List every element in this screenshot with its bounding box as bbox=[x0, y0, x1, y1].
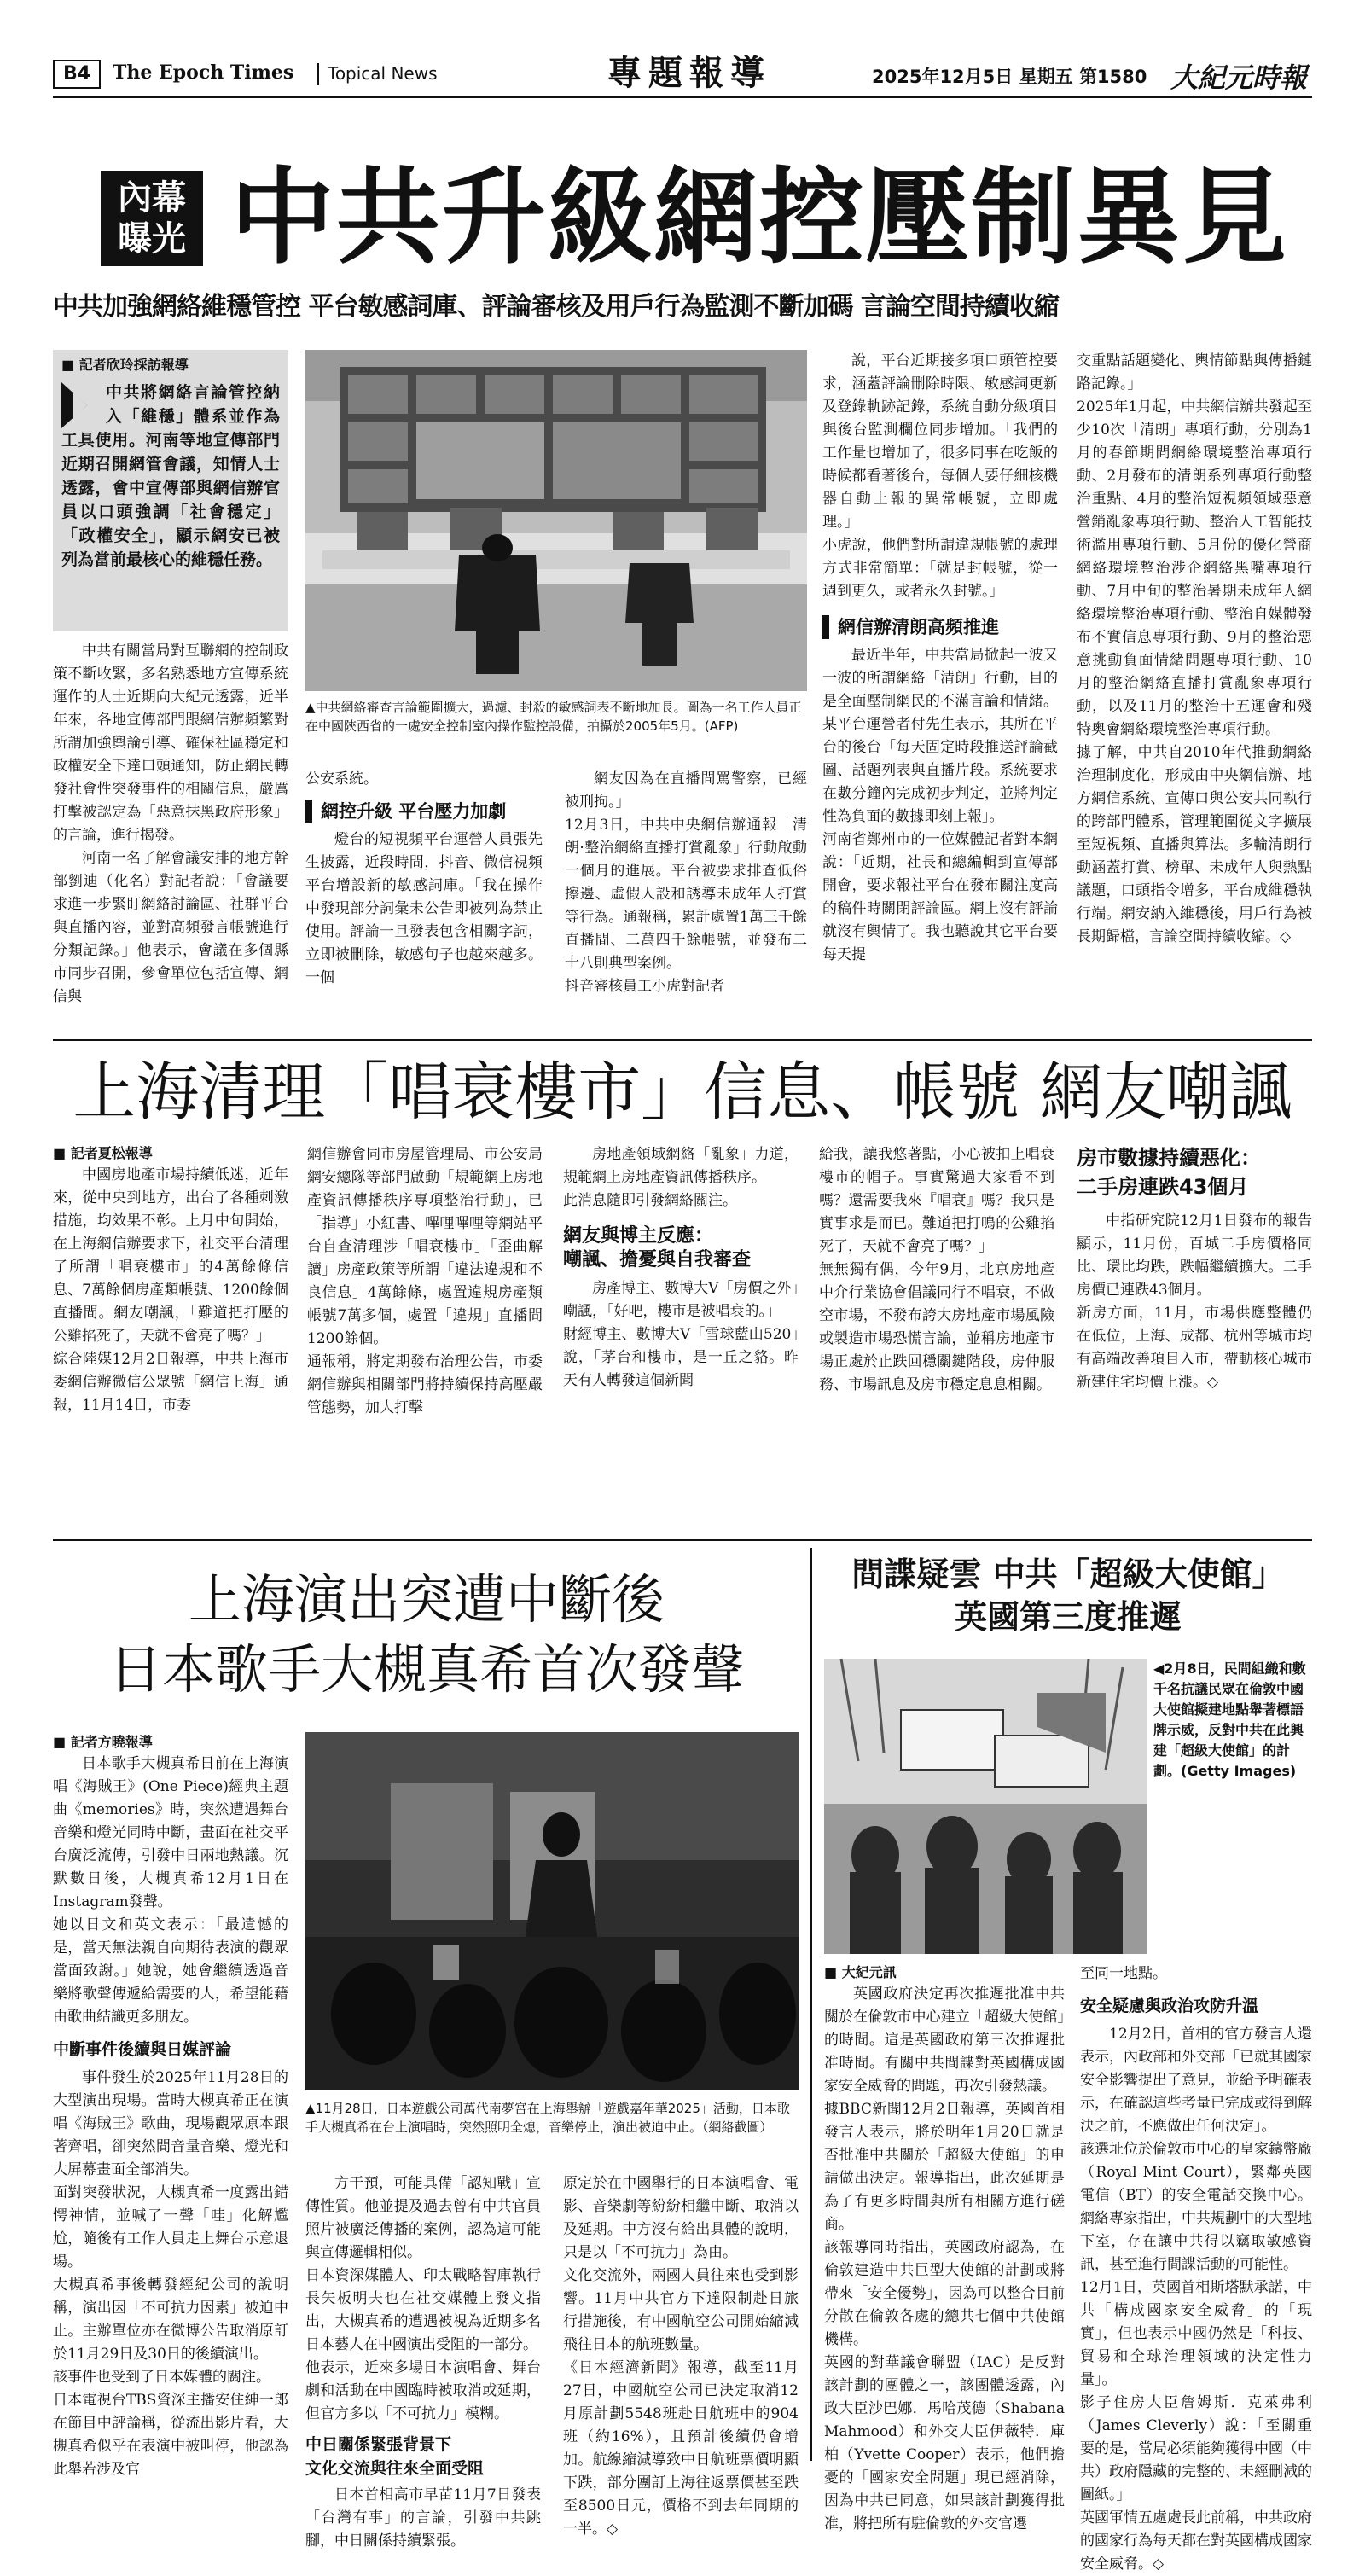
headline-line: 間諜疑雲 中共「超級大使館」 bbox=[851, 1555, 1285, 1593]
sidebar-title-line: 二手房連跌43個月 bbox=[1077, 1175, 1249, 1199]
story1-lead: 中共將網絡言論管控納入「維穩」體系並作為工具使用。河南等地宣傳部門近期召開網管會議，知情人士透露，會中宣傳部與網信辦官員以口頭強調「社會穩定」「政權安全」，顯示網安已被列為當前最核心的維穩任務。 bbox=[61, 383, 280, 569]
story3-photo bbox=[305, 1732, 799, 2090]
brand-name: The Epoch Times bbox=[113, 61, 294, 84]
section-rule bbox=[53, 1539, 1312, 1541]
headline-line: 英國第三度推遲 bbox=[954, 1598, 1182, 1636]
control-room-image bbox=[305, 350, 807, 691]
headline-line: 日本歌手大槻真希首次發聲 bbox=[108, 1638, 744, 1701]
exclusive-badge bbox=[101, 171, 203, 266]
lead-arrow-icon bbox=[61, 382, 99, 428]
paragraph: 至同一地點。 bbox=[1080, 1965, 1167, 1982]
protest-image bbox=[824, 1659, 1147, 1954]
story4-subhead: 安全疑慮與政治攻防升溫 bbox=[1080, 1997, 1259, 2015]
story1-subheadline: 中共加強網絡維穩管控 平台敏感詞庫、評論審核及用戶行為監測不斷加碼 言論空間持續收縮 bbox=[53, 292, 1059, 322]
story3-col1 bbox=[53, 1732, 288, 2478]
section-rule bbox=[53, 1039, 1312, 1041]
paragraph: 公安系統。 bbox=[305, 770, 378, 788]
sidebar-text: 中指研究院12月1日發布的報告顯示，11月份，百城二手房價格同比、環比均跌，跌幅繼續擴大。二手房價已連跌43個月。 新房方面，11月，市場供應整體仍在低位，上海、成都、杭州等城市均有高端改善項目入市，帶動核心城市新建住宅均價上漲。◇ bbox=[1077, 1212, 1312, 1391]
story3-photo-caption: ▲11月28日，日本遊戲公司萬代南夢宮在上海舉辦「遊戲嘉年華2025」活動，日本歌手大槻真希在台上演唱時，突然照明全熄，音樂停止，演出被迫中止。（網絡截圖） bbox=[305, 2101, 790, 2135]
section-name: Topical News bbox=[328, 63, 438, 84]
section-title: 專題報導 bbox=[607, 53, 771, 93]
paragraph: 英國政府決定再次推遲批准中共關於在倫敦市中心建立「超級大使館」的時間。這是英國政府第三次推遲批准時間。有關中共間諜對英國構成國家安全威脅的問題，再次引發熱議。 據BBC新聞12月2日報導，英國首相發言人表示，將於明年1月20日就是否批准中共關於「超級大使館」的申請做出決定。報導指出，此次延期是為了有更多時間與所有相關方進行磋商。 該報導同時指出，英國政府認為，在倫敦建造中共巨型大使館的計劃或將帶來「安全優勢」，因為可以整合目前分散在倫敦各處的總共七個中共使館機構。 英國的對華議會聯盟（IAC）是反對該計劃的團體之一，該團體透露，內政大臣沙巴娜．馬哈茂德（Shabana Mahmood）和外交大臣伊薇特．庫柏（Yvette Cooper）表示，他們擔憂的「國家安全問題」現已經消除，因為中共已同意，如果該計劃獲得批准，將把所有駐倫敦的外交官遷 bbox=[824, 1986, 1065, 2532]
masthead bbox=[53, 53, 1312, 94]
page-number: B4 bbox=[53, 60, 101, 89]
story1-col3: 網友因為在直播間罵警察，已經被刑拘。」 12月3日，中共中央網信辦通報「清朗·整治網絡直播打賞亂象」行動啟動一個月的進展。平台被要求排查低俗擦邊、虛假人設和誘導未成年人打賞等行為。通報稱，累計處置1萬三千餘直播間、二萬四千餘帳號，並發布二十八則典型案例。 抖音審核員工小虎對記者 bbox=[565, 770, 807, 995]
sidebar-title bbox=[1077, 1143, 1312, 1201]
paragraph: 日本歌手大槻真希日前在上海演唱《海賊王》(One Piece)經典主題曲《memories》時，突然遭遇舞台音樂和燈光同時中斷，畫面在社交平台廣泛流傳，引發中日兩地熱議。沉默數日後，大槻真希12月1日在Instagram發聲。 她以日文和英文表示：「最遺憾的是，當天無法親自向期待表演的觀眾當面致謝。」她說，她會繼續透過音樂將歌聲傳遞給需要的人，希望能藉由歌曲結識更多朋友。 bbox=[53, 1755, 288, 2026]
brand-name-cn: 大紀元時報 bbox=[1170, 61, 1308, 94]
byline: ■ 記者夏松報導 bbox=[53, 1143, 288, 1164]
paragraph: 方干預，可能具備「認知戰」宣傳性質。他並提及過去曾有中共官員照片被廣泛傳播的案例，認為這可能與宣傳邏輯相似。 日本資深媒體人、印太戰略智庫執行長矢板明夫也在社交媒體上發文指出，大槻真希的遭遇被視為近期多名日本藝人在中國演出受阻的一部分。 他表示，近來多場日本演唱會、舞台劇和活動在中國臨時被取消或延期，但官方多以「不可抗力」模糊。 bbox=[305, 2175, 541, 2422]
story4-photo bbox=[824, 1659, 1147, 1954]
story2-col1 bbox=[53, 1143, 288, 1536]
sidebar-title-line: 房市數據持續惡化： bbox=[1077, 1146, 1261, 1170]
paragraph: 中國房地產市場持續低迷，近年來，從中央到地方，出台了各種刺激措施，均效果不彰。上月中旬開始，在上海網信辦要求下，社交平台清理了所謂「唱衰樓市」的4萬餘條信息、7萬餘個房產類帳號、1200餘個直播間。網友嘲諷，「難道把打壓的公雞掐死了，天就不會亮了嗎？」 綜合陸媒12月2日報導，中共上海市委網信辦微信公眾號「網信上海」通報，11月14日，市委 bbox=[53, 1166, 288, 1414]
paragraph: 說，平台近期接多項口頭管控要求，涵蓋評論刪除時限、敏感詞更新及登錄軌跡記錄，系統自動分級項目與後台監測欄位同步增加。「我們的工作量也增加了，很多同事在吃飯的時候都看著後台，每個人要仔細核機器自動上報的異常帳號，立即處理。」 小虎說，他們對所謂違規帳號的處理方式非常簡單：「就是封帳號，從一週到更久，或者永久封號。」 bbox=[822, 352, 1058, 600]
story1-col5: 交重點話題變化、輿情節點與傳播鏈路記錄。」 2025年1月起，中共網信辦共發起至少10次「清朗」專項行動，分別為1月的春節期間網絡環境整治專項行動、2月發布的清朗系列專項行動整治重點、4月的整治短視頻領域惡意營銷亂象專項行動、整治人工智能技術濫用專項行動、5月份的優化營商網絡環境整治涉企網絡黑嘴專項行動、7月中旬的整治暑期未成年人網絡環境整治專項行動、整治自媒體發布不實信息專項行動、9月的整治惡意挑動負面情緒問題專項行動、10月的整治網絡直播打賞亂象專項行動，以及11月的整治十五運會和殘特奧會網絡環境整治專項行動。 據了解，中共自2010年代推動網絡治理制度化，形成由中央網信辦、地方網信系統、宣傳口與公安共同執行的跨部門體系，管理範圍從文字擴展至短視頻、直播與算法。多輪清朗行動涵蓋打賞、榜單、未成年人與熱點議題，口頭指令增多，平台成維穩執行端。網安納入維穩後，用戶行為被長期歸檔，言論空間持續收縮。◇ bbox=[1077, 352, 1312, 945]
story4-col1 bbox=[824, 1963, 1065, 2532]
paragraph: 燈台的短視頻平台運營人員張先生披露，近段時間，抖音、微信視頻平台增設新的敏感詞庫。「我在操作中發現部分詞彙未公告即被列為禁止使用。評論一旦發表包含相關字詞，立即被刪除，敏感句子也越來越多。一個 bbox=[305, 831, 543, 986]
story4-col2 bbox=[1080, 1963, 1312, 2573]
byline: ■ 大紀元訊 bbox=[824, 1963, 1065, 1983]
subhead-line: 文化交流與往來全面受阻 bbox=[305, 2459, 485, 2478]
paragraph: 河南一名了解會議安排的地方幹部劉迪（化名）對記者說：「會議要求進一步緊盯網絡討論區、社群平台與直播內容，並對高頻發言帳號進行分類記錄。」他表示，會議在多個縣市同步召開，參會單位包括宣傳、網信與 bbox=[53, 850, 288, 1005]
story1-col1 bbox=[53, 640, 288, 1032]
subhead-line: 嘲諷、擔憂與自我審查 bbox=[563, 1249, 752, 1271]
column-rule bbox=[810, 1548, 812, 2461]
byline: ■ 記者欣玲採訪報導 bbox=[61, 355, 280, 375]
concert-stage-image bbox=[305, 1732, 799, 2090]
headline-line: 上海演出突遭中斷後 bbox=[188, 1568, 665, 1631]
paragraph: 房地產領域網絡「亂象」力道，規範網上房地產資訊傳播秩序。 此消息隨即引發網絡關注。 bbox=[563, 1146, 799, 1209]
paragraph: 日本首相高市早苗11月7日發表「台灣有事」的言論，引發中共跳腳，中日關係持續緊張。 bbox=[305, 2486, 541, 2550]
story1-headline: 中共升級網控壓制異見 bbox=[230, 157, 1288, 278]
story3-subhead-1: 中斷事件後續與日媒評論 bbox=[53, 2040, 232, 2059]
story1-subhead-1: 網控升級 平台壓力加劇 bbox=[305, 800, 543, 823]
badge-line: 內幕 bbox=[118, 178, 186, 218]
masthead-rule bbox=[53, 96, 1312, 98]
story3-col3: 原定於在中國舉行的日本演唱會、電影、音樂劇等紛紛相繼中斷、取消以及延期。中方沒有給出具體的說明，只是以「不可抗力」為由。 文化交流外，兩國人員往來也受到影響。11月中共官方下達限制赴日旅行措施後，有中國航空公司開始縮減飛往日本的航班數量。 《日本經濟新聞》報導，截至11月27日，中國航空公司已決定取消12月原計劃5548班赴日航班中的904班（約16%），且預計後續仍會增加。航線縮減導致中日航班票價明顯下跌，部分團訂上海往返票價甚至跌至8500日元，價格不到去年同期的一半。◇ bbox=[563, 2175, 799, 2538]
story2-subhead bbox=[563, 1224, 799, 1272]
story1-photo-caption: ▲中共網絡審查言論範圍擴大，過濾、封殺的敏感詞表不斷地加長。圖為一名工作人員正在中國陝西省的一處安全控制室內操作監控設備，拍攝於2005年5月。(AFP) bbox=[305, 700, 802, 734]
story1-col2 bbox=[305, 768, 543, 1032]
story2-col4: 給我，讓我悠著點，小心被扣上唱衰樓市的帽子。事實驚過大家看不到嗎？還需要我來『唱衰』嗎？我只是實事求是而已。難道把打鳴的公雞掐死了，天就不會亮了嗎？」 無無獨有偶，今年9月，北京房地產中介行業協會倡議同行不唱衰，不做空市場，不發布誇大房地產市場風險或製造市場恐慌言論，並稱房地產市場正處於止跌回穩關鍵階段，房仲服務、市場訊息及房市穩定息息相關。 bbox=[819, 1146, 1054, 1393]
story2-col2: 網信辦會同市房屋管理局、市公安局網安總隊等部門啟動「規範網上房地產資訊傳播秩序專項整治行動」，已「指導」小紅書、嗶哩嗶哩等網站平台自查清理涉「唱衰樓市」「歪曲解讀」房產政策等所謂「違法違規和不良信息」4萬餘條，處置違規房產類帳號7萬多個，處置「違規」直播間1200餘個。 通報稱，將定期發布治理公告，市委網信辦與相關部門將持續保持高壓嚴管態勢，加大打擊 bbox=[307, 1146, 543, 1416]
story1-subhead-2: 網信辦清朗高頻推進 bbox=[822, 615, 1058, 639]
paragraph: 房產博主、數博大V「房價之外」嘲諷，「好吧，樓市是被唱衰的。」 財經博主、數博大V「雪球藍山520」說，「茅台和樓市，是一丘之貉。昨天有人轉發這個新聞 bbox=[563, 1280, 799, 1389]
story1-lead-box bbox=[53, 350, 288, 631]
paragraph: 中共有關當局對互聯網的控制政策不斷收緊，多名熟悉地方宣傳系統運作的人士近期向大紀元透露，近半年來，各地宣傳部門跟網信辦頻繁對所謂加強輿論引導、確保社區穩定和政權安全下達口頭通知，防止網民轉發社會性突發事件的相關信息，嚴厲打擊被認定為「惡意抹黑政府形象」的言論，進行揭發。 bbox=[53, 643, 288, 844]
paragraph: 12月2日，首相的官方發言人還表示，內政部和外交部「已就其國家安全影響提出了意見，並給予明確表示，在確認這些考量已完成或得到解決之前，不應做出任何決定」。 該選址位於倫敦市中心的皇家鑄幣廠（Royal Mint Court），緊鄰英國電信（BT）的安全電話交換中心。網絡專家指出，中共規劃中的大型地下室，存在讓中共得以竊取敏感資訊，甚至進行間諜活動的可能性。 12月1日，英國首相斯塔默承諾，中共「構成國家安全威脅」的「現實」，但也表示中國仍然是「科技、貿易和全球治理領域的決定性力量」。 影子住房大臣詹姆斯．克萊弗利（James Cleverly）說：「至關重要的是，當局必須能夠獲得中國（中共）政府隱藏的完整的、未經刪減的圖紙。」 英國軍情五處處長此前稱，中共政府的國家行為每天都在對英國構成國家安全威脅。◇ bbox=[1080, 2026, 1312, 2573]
subhead-line: 中日關係緊張背景下 bbox=[305, 2435, 452, 2454]
story1-col4 bbox=[822, 350, 1058, 1032]
story1-photo bbox=[305, 350, 807, 691]
story3-col2 bbox=[305, 2172, 541, 2550]
subhead-line: 網友與博主反應： bbox=[563, 1225, 714, 1247]
paragraph: 最近半年，中共當局掀起一波又一波的所謂網絡「清朗」行動，目的是全面壓制網民的不滿言論和情緒。某平台運營者付先生表示，其所在平台的後台「每天固定時段推送評論截圖、話題列表與直播片段。系統要求在數分鐘內完成初步判定，並將判定性為負面的數據即刻上報」。 河南省鄭州市的一位媒體記者對本網說：「近期，社長和總編輯到宣傳部開會，要求報社平台在發布關注度高的稿件時關閉評論區。網上沒有評論就沒有輿情了。我也聽說其它平台要每天提 bbox=[822, 647, 1058, 963]
story4-photo-caption: ◀2月8日，民間組織和數千名抗議民眾在倫敦中國大使館擬建地點舉著標語牌示威，反對中共在此興建「超級大使館」的計劃。(Getty Images) bbox=[1153, 1660, 1306, 1779]
paragraph: 事件發生於2025年11月28日的大型演出現場。當時大槻真希正在演唱《海賊王》歌曲，現場觀眾原本跟著齊唱，卻突然間音量音樂、燈光和大屏幕畫面全部消失。 面對突發狀況，大槻真希一度露出錯愕神情，並喊了一聲「哇」化解尷尬，隨後有工作人員走上舞台示意退場。 大槻真希事後轉發經紀公司的說明稱，演出因「不可抗力因素」被迫中止。主辦單位亦在微博公告取消原訂於11月29日及30日的後續演出。 該事件也受到了日本媒體的關注。 日本電視台TBS資深主播安住紳一郎在節目中評論稱，從流出影片看，大槻真希似乎在表演中被叫停，他認為此舉若涉及官 bbox=[53, 2069, 288, 2478]
story2-col3 bbox=[563, 1143, 799, 1536]
story2-headline: 上海清理「唱衰樓市」信息、帳號 網友嘲諷 bbox=[73, 1055, 1292, 1129]
story2-sidebar bbox=[1077, 1143, 1312, 1536]
story3-subhead-2 bbox=[305, 2433, 541, 2480]
issue-date: 2025年12月5日 星期五 第1580 bbox=[872, 67, 1147, 87]
byline: ■ 記者方曉報導 bbox=[53, 1732, 288, 1753]
masthead-divider bbox=[317, 63, 319, 85]
story4-headline bbox=[824, 1553, 1312, 1638]
badge-line: 曝光 bbox=[118, 219, 186, 259]
story3-headline bbox=[53, 1565, 800, 1705]
